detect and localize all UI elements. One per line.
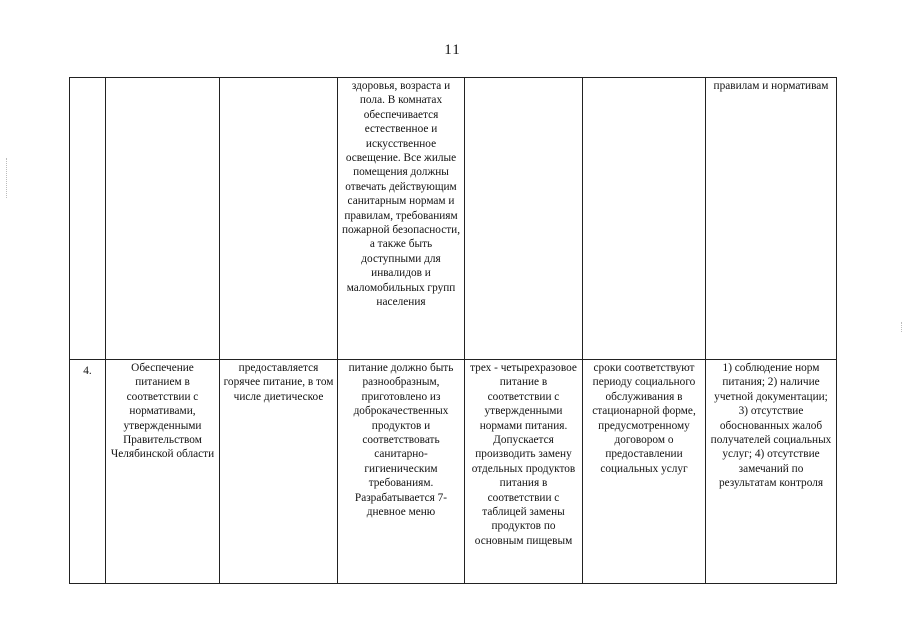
cell-service-description	[220, 78, 338, 360]
cell-quality-indicators: 1) соблюдение норм питания; 2) наличие учетной документации; 3) отсутствие обоснованных жалоб получателей социальных услуг; 4) отсутствие замечаний по результатам контроля	[706, 360, 837, 584]
scan-margin-mark	[6, 158, 8, 198]
cell-service-terms	[583, 78, 706, 360]
cell-service-requirements: питание должно быть разнообразным, приготовлено из доброкачественных продуктов и соответствовать санитарно-гигиеническим требованиям. Разрабатывается 7-дневное меню	[338, 360, 465, 584]
cell-number	[70, 78, 106, 360]
cell-service-volume	[465, 78, 583, 360]
cell-number: 4.	[70, 360, 106, 584]
table-row	[70, 78, 837, 360]
cell-service-description: предоставляется горячее питание, в том числе диетическое	[220, 360, 338, 584]
cell-service-volume: трех - четырехразовое питание в соответствии с утвержденными нормами питания. Допускается производить замену отдельных продуктов питания в соответствии с таблицей замены продуктов по основным пищевым	[465, 360, 583, 584]
cell-service-terms: сроки соответствуют периоду социального обслуживания в стационарной форме, предусмотренному договором о предоставлении социальных услуг	[583, 360, 706, 584]
cell-service-name	[106, 78, 220, 360]
scan-margin-mark-right	[901, 322, 903, 332]
standards-table	[69, 77, 837, 584]
page-number: 11	[444, 42, 461, 58]
cell-quality-indicators: правилам и нормативам	[706, 78, 837, 360]
cell-service-name: Обеспечение питанием в соответствии с нормативами, утвержденными Правительством Челябинской области	[106, 360, 220, 584]
cell-service-requirements: здоровья, возраста и пола. В комнатах обеспечивается естественное и искусственное освещение. Все жилые помещения должны отвечать действующим санитарным нормам и правилам, требованиям пожарной безопасности, а также быть доступными для инвалидов и маломобильных групп населения	[338, 78, 465, 360]
table-row	[70, 360, 837, 584]
